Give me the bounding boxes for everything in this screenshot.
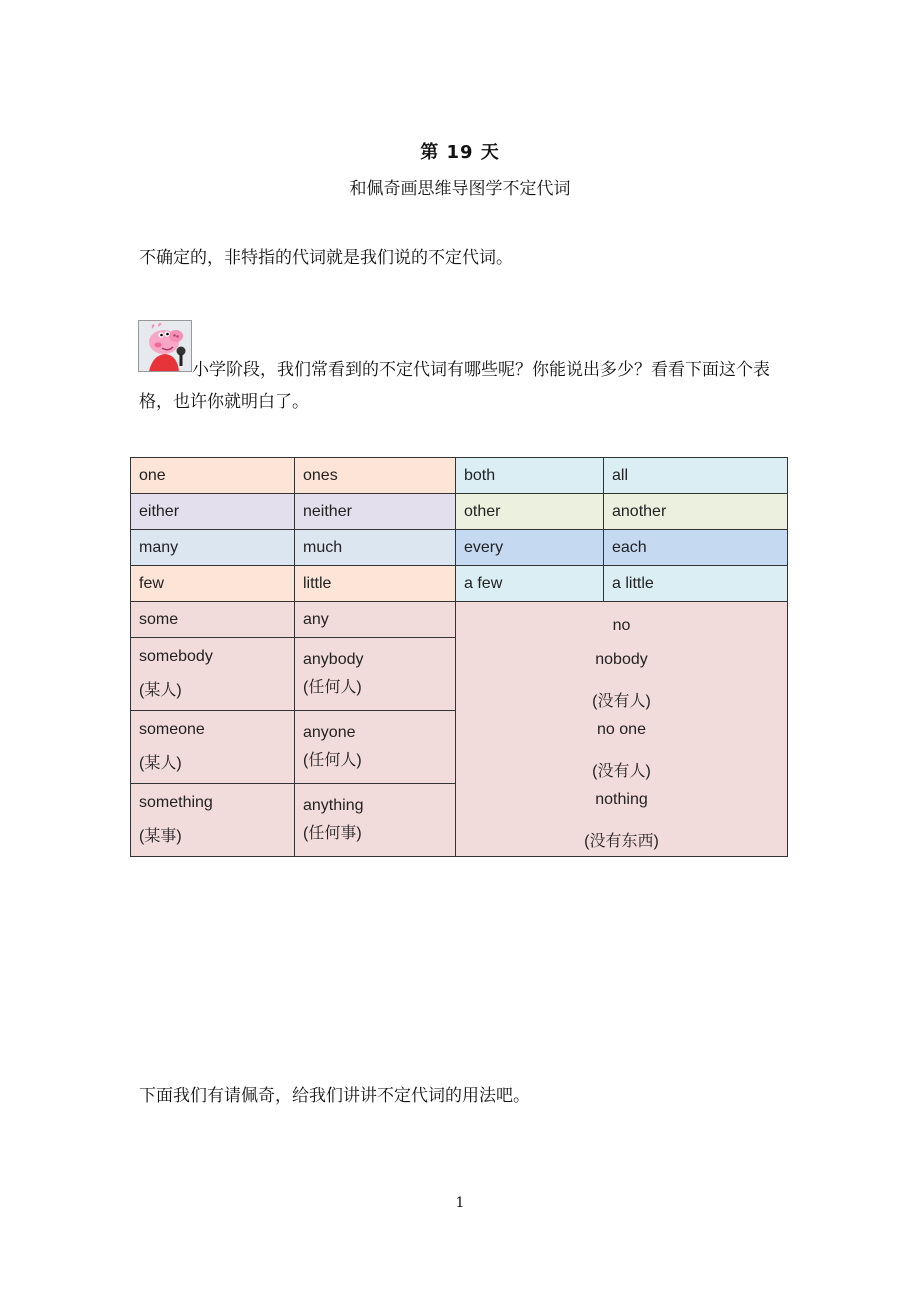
something-translation: (某事) <box>139 828 182 846</box>
anything-translation: (任何事) <box>303 825 362 843</box>
table-cell <box>295 784 456 857</box>
page-subtitle: 和佩奇画思维导图学不定代词 <box>349 179 571 199</box>
table-cell: little <box>295 566 456 602</box>
table-cell <box>131 711 295 784</box>
table-cell: some <box>131 602 295 638</box>
nothing-word: nothing <box>595 791 648 808</box>
anybody-word: anybody <box>303 651 364 669</box>
no-word: no <box>612 617 631 634</box>
page-number: 1 <box>455 1195 465 1211</box>
table-cell: both <box>456 458 604 494</box>
table-cell: many <box>131 530 295 566</box>
nothing-translation: (没有东西) <box>584 833 659 850</box>
table-cell: other <box>456 494 604 530</box>
table-cell: either <box>131 494 295 530</box>
no-group-cell <box>456 602 788 857</box>
somebody-word: somebody <box>139 648 213 666</box>
table-row <box>131 602 788 638</box>
table-cell: much <box>295 530 456 566</box>
table-row <box>131 458 788 494</box>
table-cell: a few <box>456 566 604 602</box>
table-cell: few <box>131 566 295 602</box>
closing-paragraph: 下面我们有请佩奇，给我们讲讲不定代词的用法吧。 <box>139 1086 530 1106</box>
table-cell <box>295 711 456 784</box>
table-cell <box>131 784 295 857</box>
nobody-word: nobody <box>595 651 648 668</box>
table-cell <box>131 638 295 711</box>
table-cell: each <box>604 530 788 566</box>
page-title: 第 19 天 <box>420 142 500 163</box>
anybody-translation: (任何人) <box>303 679 362 697</box>
indefinite-pronoun-table <box>130 457 788 857</box>
anything-word: anything <box>303 797 364 815</box>
anyone-word: anyone <box>303 724 356 742</box>
someone-word: someone <box>139 721 205 739</box>
something-word: something <box>139 794 213 812</box>
table-cell: neither <box>295 494 456 530</box>
table-cell: one <box>131 458 295 494</box>
no-one-word: no one <box>597 721 646 738</box>
table-cell: any <box>295 602 456 638</box>
nobody-translation: (没有人) <box>592 693 651 710</box>
table-cell <box>295 638 456 711</box>
someone-translation: (某人) <box>139 755 182 773</box>
somebody-translation: (某人) <box>139 682 182 700</box>
table-row <box>131 566 788 602</box>
table-cell: another <box>604 494 788 530</box>
table-cell: ones <box>295 458 456 494</box>
anyone-translation: (任何人) <box>303 752 362 770</box>
no-one-translation: (没有人) <box>592 763 651 780</box>
table-cell: a little <box>604 566 788 602</box>
intro-paragraph: 不确定的，非特指的代词就是我们说的不定代词。 <box>139 248 513 268</box>
table-cell: all <box>604 458 788 494</box>
prompt-paragraph: 小学阶段，我们常看到的不定代词有哪些呢？你能说出多少？看看下面这个表格，也许你就明白了。 <box>139 360 770 412</box>
table-row <box>131 494 788 530</box>
table-cell: every <box>456 530 604 566</box>
table-row <box>131 530 788 566</box>
